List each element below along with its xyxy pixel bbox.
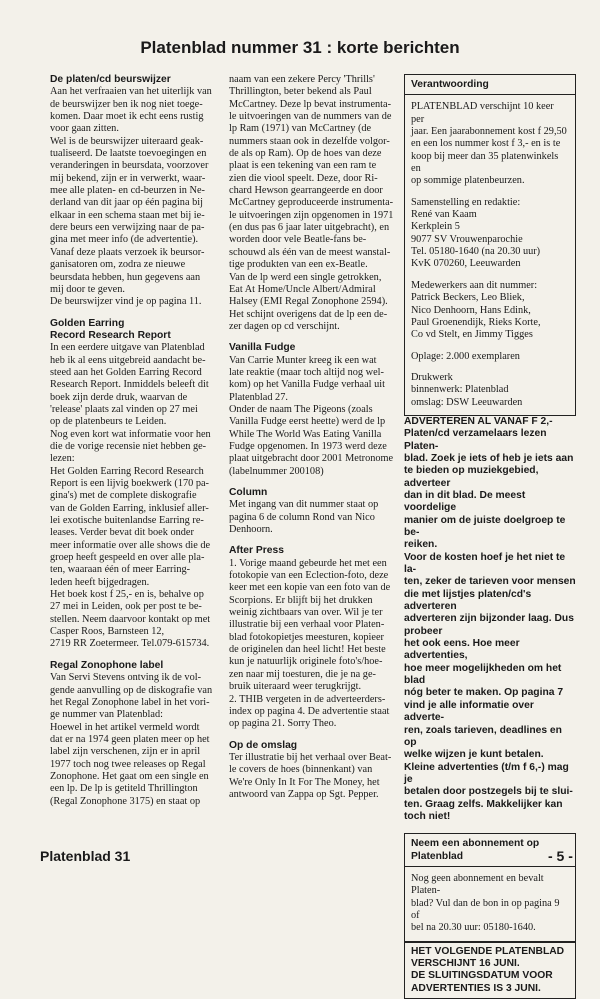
colophon-text: PLATENBLAD verschijnt 10 keer per jaar. Een jaarabonnement kost f 29,50 en een los nummer kost f 3,- en is te koop bij meer dan 35 platenwinkels en op sommige platenbeurzen. <box>411 101 567 187</box>
colophon-text: Drukwerk binnenwerk: Platenblad omslag: DSW Leeuwarden <box>411 371 523 408</box>
column-left <box>50 74 222 808</box>
page-number: - 5 - <box>548 848 573 864</box>
section-body: 1. Vorige maand gebeurde het met een fotokopie van een Eclection-foto, deze keer met een kopie van een foto van de Scorpions. Er blijft bij het drukken weinig zichtbaars van over. Wil je ter illustratie bij een verhaal voor Platen- blad fotokopietjes meesturen, kopieer de originelen dan heel licht! Het beste kun je natuurlijk originele foto's/hoe- zen naar mij toesturen, die je na ge- bruik uiteraard weer terugkrijgt. 2. THIB vergeten in de adverteerders- index op pagina 4. De advertentie staat op pagina 21. Sorry Theo. <box>229 557 391 730</box>
colophon-text: Medewerkers aan dit nummer: Patrick Beckers, Leo Bliek, Nico Denhoorn, Hans Edink, Paul Groenendijk, Rieks Korte, Co vd Stelt, en Jimmy Tigges <box>411 279 541 341</box>
section-body: Ter illustratie bij het verhaal over Beat- le covers de hoes (binnenkant) van We're Only In It For The Money, het antwoord van Zappa op Sgt. Pepper. <box>229 751 392 800</box>
section-heading: Golden Earring Record Research Report <box>50 317 171 341</box>
subscription-heading: Neem een abonnement op Platenblad <box>405 838 575 867</box>
section-body: Met ingang van dit nummer staat op pagina 6 de column Rond van Nico Denhoorn. <box>229 499 379 536</box>
section-heading: Vanilla Fudge <box>229 342 296 354</box>
section-body: Aan het verfraaien van het uiterlijk van de beurswijzer ben ik nog niet toege- komen. Daar moet ik echt eens rustig voor gaan zitten. Wel is de beurswijzer uiteraard geak- tualiseerd. De laatste toevoegingen en veranderingen in beursdata, voorzover mij bekend, zijn er in verwerkt, waar- mee alle platen- en cd-beurzen in Ne- derland van dit jaar op één pagina bij elkaar in een schema staan met bij ie- dere beurs een verwijzing naar de pa- gina met meer info (de advertentie). Vanaf deze plaats verzoek ik beursor- ganisatoren om, zodra ze nieuwe beursdata hebben, hun gegevens aan mij door te geven. De beurswijzer vind je op pagina 11. <box>50 86 212 308</box>
advertising-notice: ADVERTEREN AL VANAF F 2,- Platen/cd verzamelaars lezen Platen- blad. Zoek je iets of heb je iets aan te bieden op muziekgebied, adverteer dan in dit blad. De meest voordelige manier om de juiste doelgroep te be- reiken. Voor de kosten hoef je het niet te la- ten, zeker de tarieven voor mensen die met lijstjes platen/cd's adverteren adverteren zijn bijzonder laag. Dus probeer het ook eens. Hoe meer advertenties, hoe meer mogelijkheden om het blad nóg beter te maken. Op pagina 7 vind je alle informatie over adverte- ren, zoals tarieven, deadlines en op welke wijzen je kunt betalen. Kleine advertenties (t/m f 6,-) mag je betalen door postzegels bij te slui- ten. Graag zelfs. Makkelijker kan toch niet! <box>404 415 576 822</box>
section-body: naam van een zekere Percy 'Thrills' Thrillington, beter bekend als Paul McCartney. Deze lp bevat instrumenta- le uitvoeringen van de nummers van de lp Ram (1971) van McCartney (de nummers staan ook in dezelfde volgor- de als op Ram). Op de hoes van deze plaat is een tekening van een ram te zien die viool speelt. Deze, door Ri- chard Hewson gearrangeerde en door McCartney geproduceerde instrumenta- le uitvoeringen zijn opgenomen in 1971 (en dus pas 6 jaar later uitgebracht), en worden door vele Beatle-fans be- schouwd als één van de meest wanstal- tige produkten van een ex-Beatle. Van de lp werd een single getrokken, Eat At Home/Uncle Albert/Admiral Halsey (EMI Regal Zonophone 2594). Het schijnt overigens dat de lp een de- zer dagen op cd verschijnt. <box>229 74 394 332</box>
page-title: Platenblad nummer 31 : korte berichten <box>140 38 460 57</box>
section-heading: Regal Zonophone label <box>50 659 164 671</box>
footer-publication: Platenblad 31 <box>40 848 131 864</box>
section-heading: Column <box>229 487 268 498</box>
column-middle <box>229 74 397 801</box>
deadline-notice: HET VOLGENDE PLATENBLAD VERSCHIJNT 16 JUNI. DE SLUITINGSDATUM VOOR ADVERTENTIES IS 3 JUNI. <box>404 942 576 999</box>
section-body: In een eerdere uitgave van Platenblad heb ik al eens uitgebreid aandacht be- steed aan het Golden Earring Record Research Report. Inmiddels beleeft dit boek zijn derde druk, waarvan de 'release' plaats zal vinden op 27 mei op de platenbeurs te Leiden. Nog even kort wat informatie voor hen die de vorige recensie niet hebben ge- lezen: Het Golden Earring Record Research Report is een lijvig boekwerk (170 pa- gina's) met de complete diskografie van de Golden Earring, inklusief aller- lei exotische buitenlandse Earring re- leases. Verder bevat dit boek onder meer informatie over alle shows die de groep heeft gespeeld en over alle pla- ten, waaraan één of meer Earring- leden heeft bijgedragen. Het boek kost f 25,- en is, behalve op 27 mei in Leiden, ook per post te be- stellen. Neem daarvoor kontakt op met Casper Roos, Barnsteen 12, 2719 RR Zoetermeer. Tel.079-615734. <box>50 342 211 650</box>
section-heading: After Press <box>229 545 284 557</box>
section-heading: Op de omslag <box>229 739 298 751</box>
colophon-text: Oplage: 2.000 exemplaren <box>411 350 520 362</box>
colophon-heading: Verantwoording <box>405 79 575 95</box>
section-heading: De platen/cd beurswijzer <box>50 74 171 85</box>
colophon-box <box>404 74 576 416</box>
colophon-text: Samenstelling en redaktie: René van Kaam Kerkplein 5 9077 SV Vrouwenparochie Tel. 05180-1640 (na 20.30 uur) KvK 070260, Leeuwarden <box>411 196 541 270</box>
section-body: Van Servi Stevens ontving ik de vol- gende aanvulling op de diskografie van het Regal Zonophone label in het vori- ge nummer van Platenblad: Hoewel in het artikel vermeld wordt dat er na 1974 geen platen meer op het label zijn verschenen, zijn er in april 1977 toch nog twee releases op Regal Zonophone. Het gaat om een single en een lp. De lp is getiteld Thrillington (Regal Zonophone 3175) en staat op <box>50 672 213 807</box>
subscription-text: Nog geen abonnement en bevalt Platen- blad? Vul dan de bon in op pagina 9 of bel na 20.30 uur: 05180-1640. <box>411 872 560 934</box>
section-body: Van Carrie Munter kreeg ik een wat late reaktie (maar toch altijd nog wel- kom) op het Vanilla Fudge verhaal uit Platenblad 27. Onder de naam The Pigeons (zoals Vanilla Fudge eerst heette) werd de lp While The World Was Eating Vanilla Fudge opgenomen. In 1973 werd deze plaat uitgebracht door 2001 Metronome (labelnummer 200108) <box>229 354 394 477</box>
